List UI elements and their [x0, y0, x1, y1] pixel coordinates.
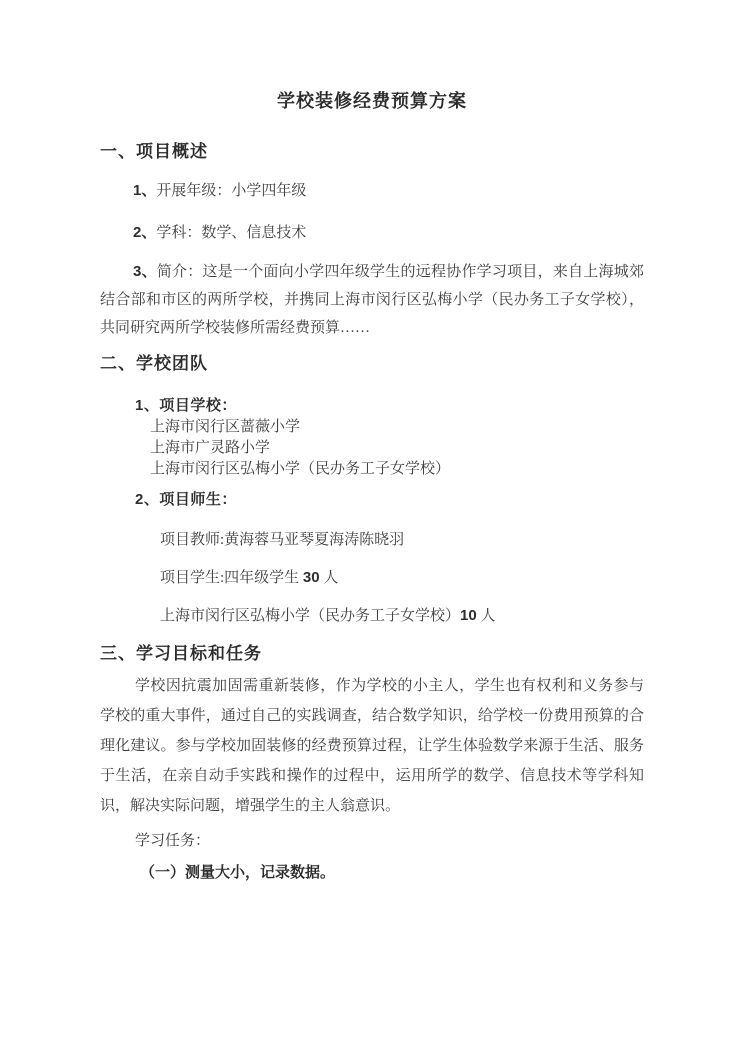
item-subjects-text: 学科：数学、信息技术: [156, 225, 307, 241]
school-item: 上海市闵行区弘梅小学（民办务工子女学校）: [150, 461, 451, 477]
project-staff-label: 2、项目师生：: [135, 491, 237, 508]
homei-count: 10: [460, 607, 477, 624]
section-3-heading: 三、学习目标和任务: [100, 644, 262, 663]
section-1-heading: 一、项目概述: [100, 142, 208, 161]
document-title: 学校装修经费预算方案: [277, 91, 467, 111]
section-2-heading: 二、学校团队: [100, 354, 208, 373]
homei-line-prefix: 上海市闵行区弘梅小学（民办务工子女学校）: [160, 608, 461, 624]
students-line-suffix: 人: [319, 570, 339, 586]
students-line: [100, 567, 644, 589]
item-grade-text: 开展年级：小学四年级: [156, 183, 307, 199]
tasks-label: 学习任务：: [135, 833, 211, 849]
students-count: 30: [302, 569, 320, 586]
learning-goal-paragraph: 学校因抗震加固需重新装修，作为学校的小主人，学生也有权利和义务参与学校的重大事件，通过自己的实践调查，结合数学知识，给学校一份费用预算的合理化建议。参与学校加固装修的经费预算过程，让学生体验数学来源于生活、服务于生活，在亲自动手实践和操作的过程中，运用所学的数学、信息技术等学科知识，解决实际问题，增强学生的主人翁意识。: [100, 678, 644, 814]
item-grade: [100, 180, 644, 202]
teachers-line: 项目教师:黄海蓉马亚琴夏海涛陈晓羽: [160, 532, 405, 548]
project-schools-label: 1、项目学校：: [135, 397, 237, 414]
item-intro-paragraph: [100, 258, 644, 342]
homei-line-suffix: 人: [476, 608, 496, 624]
school-item: 上海市闵行区蔷薇小学: [150, 419, 301, 435]
school-list: [100, 417, 644, 480]
item-subjects-number: 2、: [133, 224, 157, 241]
task-1-text: 测量大小，记录数据。: [185, 864, 336, 881]
item-subjects: [100, 222, 644, 244]
task-1-number: （一）: [140, 864, 186, 881]
students-line-prefix: 项目学生:四年级学生: [160, 570, 303, 586]
item-intro-text: 简介：这是一个面向小学四年级学生的远程协作学习项目，来自上海城郊结合部和市区的两所学校，并携同上海市闵行区弘梅小学（民办务工子女学校），共同研究两所学校装修所需经费预算……: [100, 264, 644, 336]
school-item: 上海市广灵路小学: [150, 440, 271, 456]
item-grade-number: 1、: [133, 182, 157, 199]
task-item-1: [100, 861, 644, 885]
item-intro-number: 3、: [133, 263, 157, 280]
homei-students-line: [100, 605, 644, 627]
